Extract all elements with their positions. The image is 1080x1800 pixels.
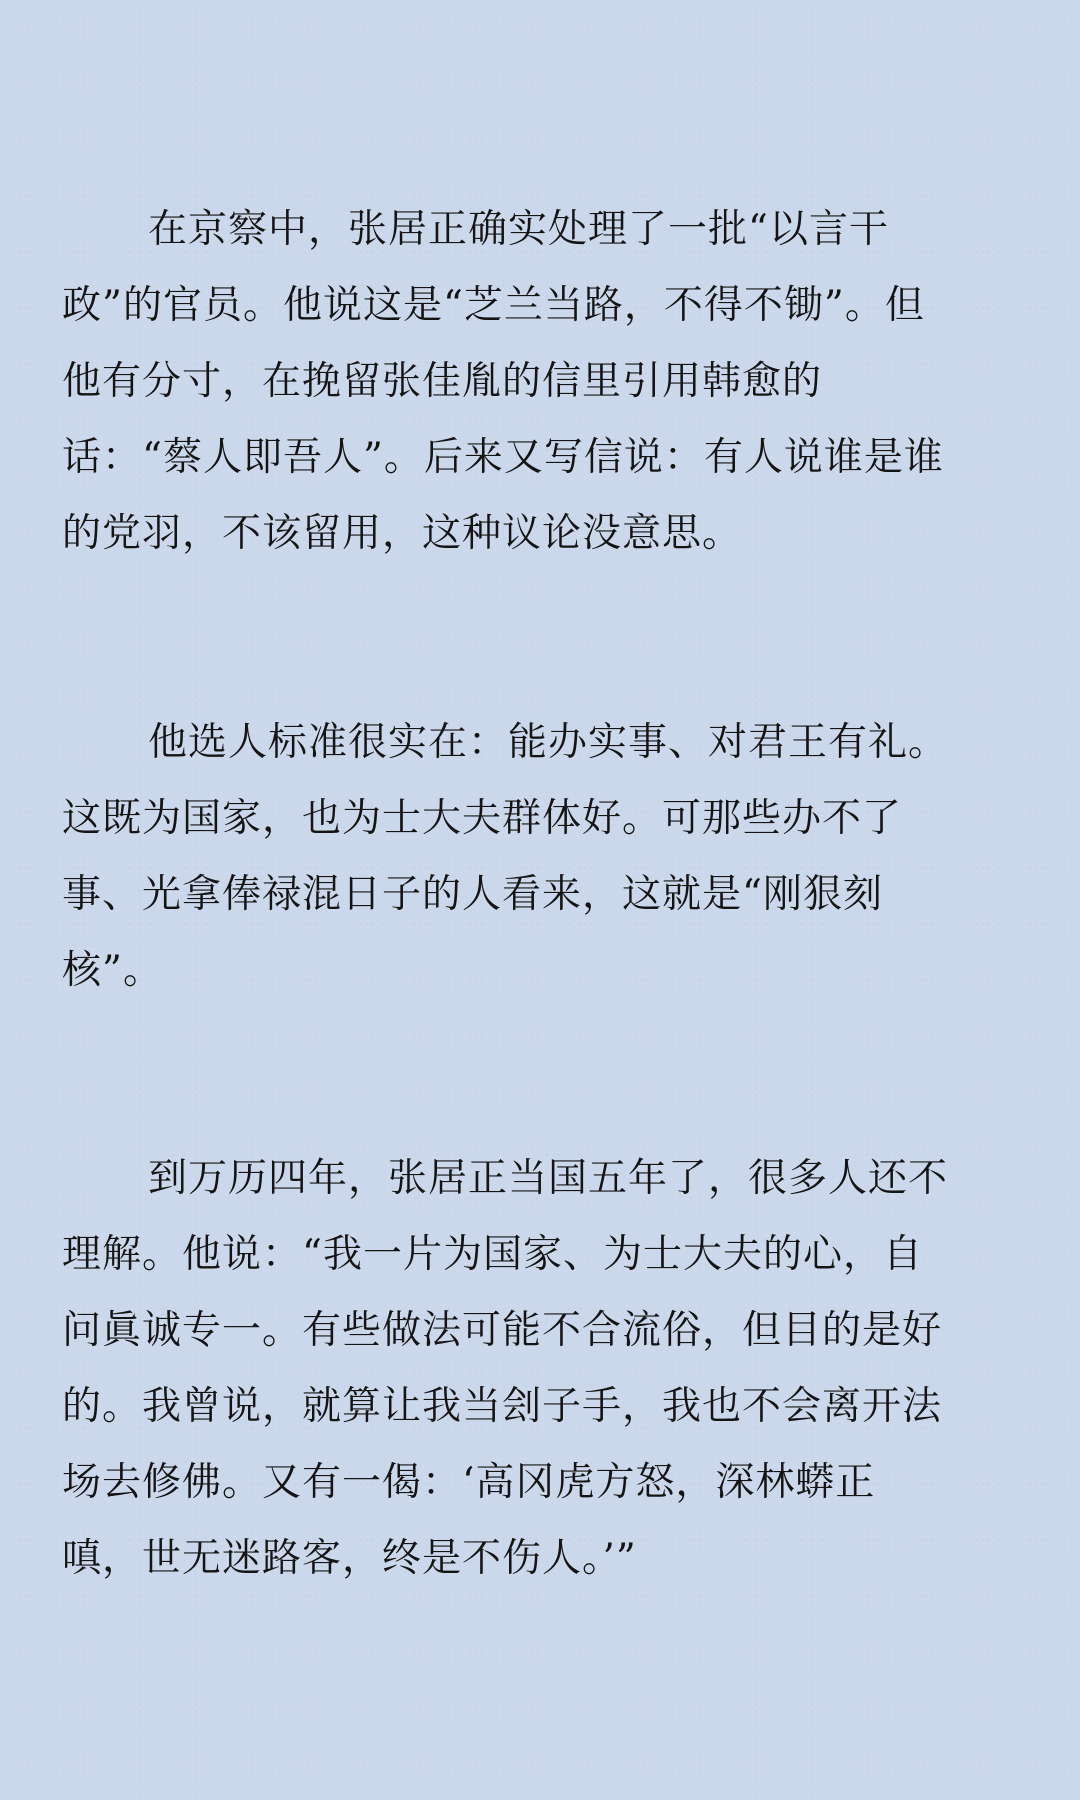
paragraph-line: 他有分寸，在挽留张佳胤的信里引用韩愈的	[62, 359, 823, 404]
paragraph-line: 嗔，世无迷路客，终是不伤人。’”	[62, 1536, 637, 1581]
paragraph-line: 政”的官员。他说这是“芝兰当路，不得不锄”。但	[62, 283, 925, 328]
paragraph-line: 问眞诚专一。有些做法可能不合流俗，但目的是好	[62, 1308, 943, 1353]
paragraph-line: 他选人标准很实在：能办实事、对君王有礼。	[148, 720, 949, 765]
paragraph-line: 理解。他说：“我一片为国家、为士大夫的心，自	[62, 1232, 923, 1277]
paragraph-line: 核”。	[62, 948, 163, 993]
paragraph-line: 事、光拿俸禄混日子的人看来，这就是“刚狠刻	[62, 872, 883, 917]
paragraph-line: 的党羽，不该留用，这种议论没意思。	[62, 511, 743, 556]
paragraph-line: 到万历四年，张居正当国五年了，很多人还不	[148, 1156, 949, 1201]
paragraph-1	[62, 192, 1018, 572]
paragraph-line: 场去修佛。又有一偈：‘高冈虎方怒，深林蟒正	[62, 1460, 876, 1505]
paragraph-line: 在京察中，张居正确实处理了一批“以言干	[148, 207, 889, 252]
paragraph-line: 话：“蔡人即吾人”。后来又写信说：有人说谁是谁	[62, 435, 944, 480]
paragraph-line: 这既为国家，也为士大夫群体好。可那些办不了	[62, 796, 903, 841]
paragraph-3	[62, 1141, 1018, 1597]
paragraph-line: 的。我曾说，就算让我当刽子手，我也不会离开法	[62, 1384, 943, 1429]
paragraph-2	[62, 705, 1018, 1009]
